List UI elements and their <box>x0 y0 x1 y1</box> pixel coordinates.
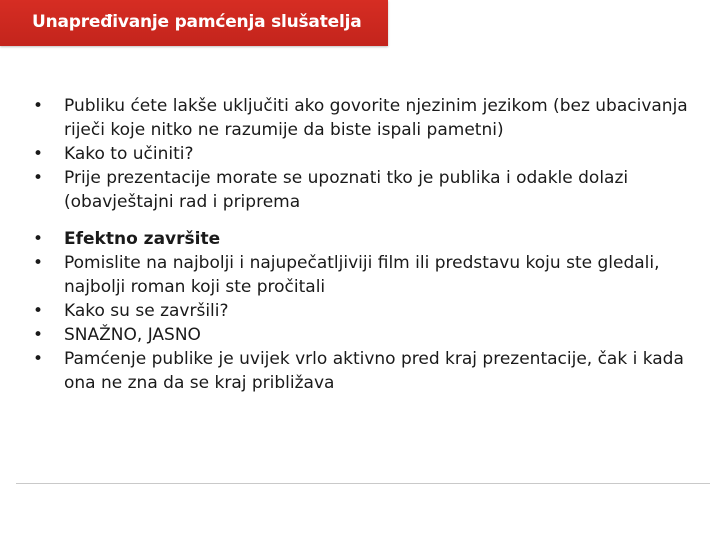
footer-divider <box>16 483 710 484</box>
list-item <box>28 251 698 299</box>
list-item-text: Pomislite na najbolji i najupečatljiviji film ili predstavu koju ste gledali, najbolji roman koji ste pročitali <box>64 253 660 297</box>
list-item <box>28 299 698 323</box>
bullet-list-2 <box>28 227 698 395</box>
list-item-text: Kako su se završili? <box>64 301 229 321</box>
bullet-icon: • <box>32 168 44 188</box>
bullet-icon: • <box>32 96 44 116</box>
slide-title: Unapređivanje pamćenja slušatelja <box>32 12 362 32</box>
list-item-text: Publiku ćete lakše uključiti ako govorite njezinim jezikom (bez ubacivanja riječi koje nitko ne razumije da biste ispali pametni) <box>64 96 688 140</box>
list-item-heading: Efektno završite <box>64 229 221 249</box>
bullet-list-1 <box>28 94 698 214</box>
list-item <box>28 227 698 251</box>
bullet-icon: • <box>32 325 44 345</box>
list-item-text: Prije prezentacije morate se upoznati tko je publika i odakle dolazi (obavještajni rad i priprema <box>64 168 629 212</box>
list-item <box>28 323 698 347</box>
list-item-text: SNAŽNO, JASNO <box>64 325 201 345</box>
title-bar <box>0 0 388 46</box>
bullet-icon: • <box>32 144 44 164</box>
slide-content <box>28 94 698 395</box>
bullet-icon: • <box>32 349 44 369</box>
bullet-icon: • <box>32 253 44 273</box>
list-item-text: Pamćenje publike je uvijek vrlo aktivno pred kraj prezentacije, čak i kada ona ne zna da se kraj približava <box>64 349 684 393</box>
list-item <box>28 142 698 166</box>
list-item-text: Kako to učiniti? <box>64 144 194 164</box>
bullet-icon: • <box>32 301 44 321</box>
list-item <box>28 347 698 395</box>
list-item <box>28 94 698 142</box>
bullet-icon: • <box>32 229 44 249</box>
list-item <box>28 166 698 214</box>
